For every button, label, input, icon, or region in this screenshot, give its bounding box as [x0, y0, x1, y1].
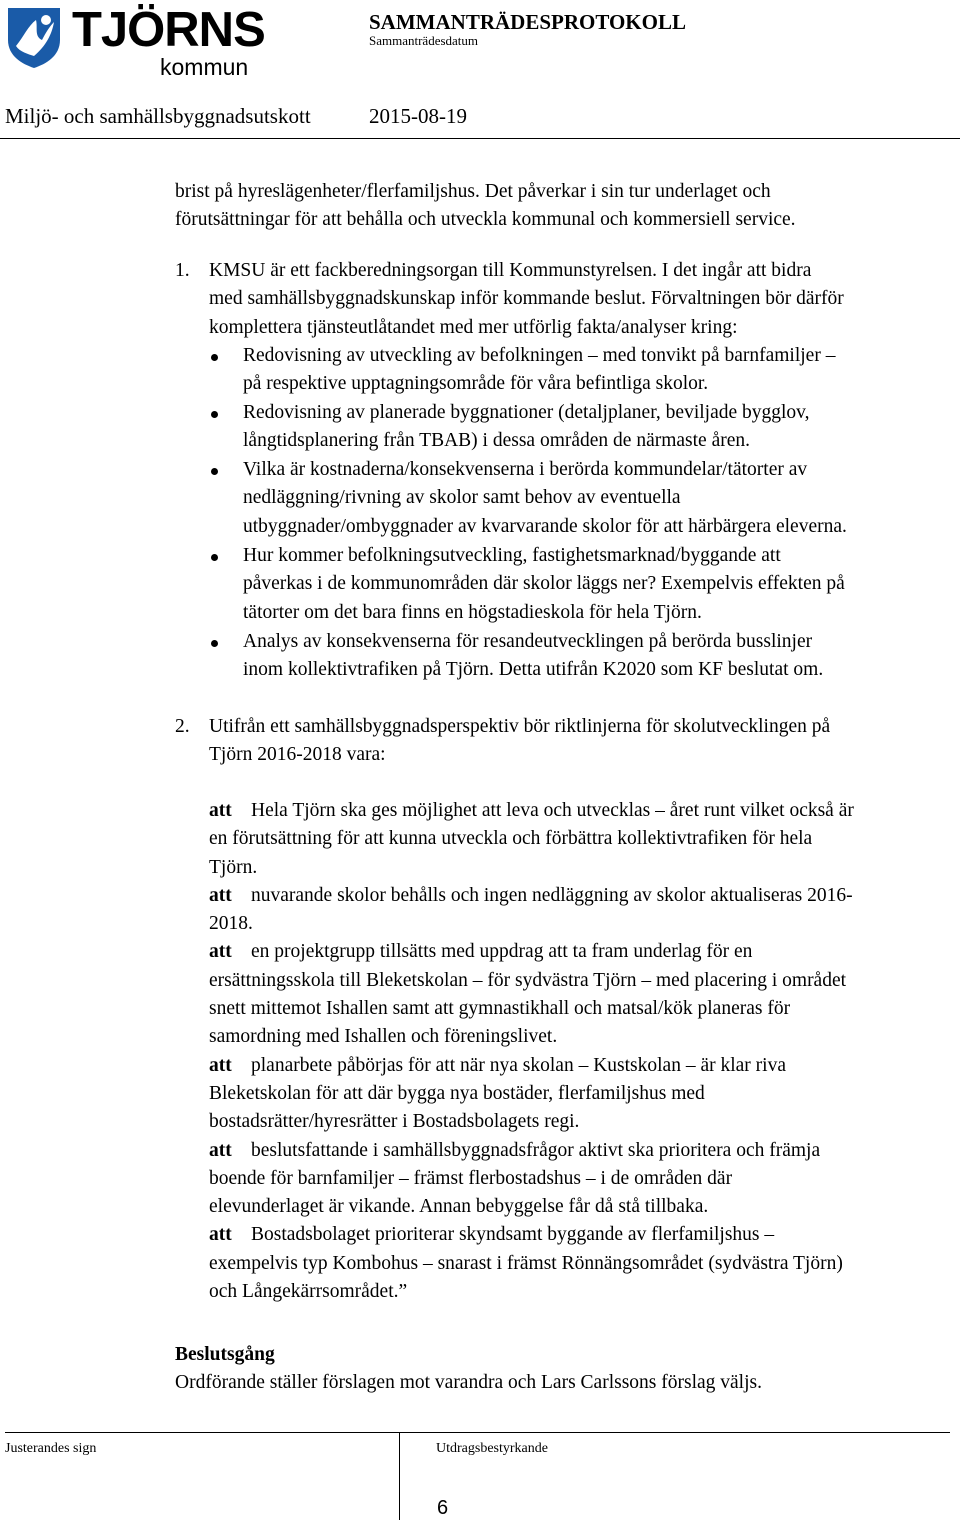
att-item	[209, 938, 959, 1051]
att-label: att	[209, 941, 232, 963]
text-line: nedläggning/rivning av skolor samt behov av eventuella	[243, 487, 681, 509]
municipality-subtitle: kommun	[160, 54, 249, 80]
text-line: att planarbete påbörjas för att när nya skolan – Kustskolan – är klar riva	[209, 1052, 959, 1080]
text-line: Vilka är kostnaderna/konsekvenserna i berörda kommundelar/tätorter av	[243, 459, 808, 480]
document-subtitle: Sammanträdesdatum	[369, 33, 479, 48]
decision-heading: Beslutsgång	[175, 1344, 275, 1365]
text-line: KMSU är ett fackberedningsorgan till Kommunstyrelsen. I det ingår att bidra	[209, 260, 812, 281]
text-line: påverkas i de kommunområden där skolor läggs ner? Exempelvis effekten på	[243, 573, 845, 595]
bullet-icon	[211, 640, 218, 647]
item-number: 2.	[175, 716, 190, 737]
text-line: och Långekärrsområdet.”	[209, 1281, 408, 1303]
text-line: att beslutsfattande i samhällsbyggnadsfrågor aktivt ska prioritera och främja	[209, 1137, 959, 1165]
text-line: samordning med Ishallen och föreningslivet.	[209, 1026, 558, 1048]
bullet-item	[243, 342, 835, 399]
text-line: Tjörn.	[209, 856, 258, 878]
municipality-name: TJÖRNS	[72, 3, 265, 57]
text-line: att Bostadsbolaget prioriterar skyndsamt byggande av flerfamiljshus –	[209, 1221, 959, 1249]
att-item	[209, 1137, 959, 1222]
page-number: 6	[437, 1497, 449, 1519]
item-1-text	[209, 257, 844, 342]
text-line: Utifrån ett samhällsbyggnadsperspektiv bör riktlinjerna för skolutvecklingen på	[209, 716, 831, 737]
att-item	[209, 797, 959, 882]
text-line: Redovisning av utveckling av befolkningen – med tonvikt på barnfamiljer –	[243, 345, 836, 366]
municipality-logo-icon	[6, 6, 62, 70]
bullet-item	[243, 542, 845, 627]
bullet-item	[243, 456, 847, 541]
text-line: att nuvarande skolor behålls och ingen nedläggning av skolor aktualiseras 2016-	[209, 882, 959, 910]
text-line: med samhällsbyggnadskunskap inför kommande beslut. Förvaltningen bör därför	[209, 288, 844, 310]
text-line: elevunderlaget är vikande. Annan bebyggelse får då stå tillbaka.	[209, 1196, 709, 1218]
committee-name: Miljö- och samhällsbyggnadsutskott	[5, 104, 311, 128]
bullet-icon	[211, 468, 218, 475]
text-line: Bleketskolan för att där bygga nya bostäder, flerfamiljshus med	[209, 1082, 705, 1104]
text-line: tätorter om det bara finns en högstadieskola för hela Tjörn.	[243, 601, 702, 623]
text-line: långtidsplanering från TBAB) i dessa områden de närmaste åren.	[243, 430, 751, 452]
text-line: Redovisning av planerade byggnationer (detaljplaner, beviljade bygglov,	[243, 402, 810, 423]
att-label: att	[209, 1054, 232, 1076]
att-item	[209, 882, 959, 939]
meeting-date: 2015-08-19	[369, 104, 467, 128]
att-item	[209, 1052, 959, 1137]
text-line: en förutsättning för att kunna utveckla och förbättra kollektivtrafiken för hela	[209, 828, 813, 850]
footer-column-divider	[399, 1432, 400, 1520]
att-item	[209, 1221, 959, 1306]
bullet-item	[243, 399, 810, 456]
header-divider	[0, 138, 960, 139]
att-clauses	[209, 797, 959, 1306]
att-label: att	[209, 884, 232, 906]
decision-text: Ordförande ställer förslagen mot varandra och Lars Carlssons förslag väljs.	[175, 1372, 762, 1393]
document-title: SAMMANTRÄDESPROTOKOLL	[369, 10, 686, 34]
text-line: inom kollektivtrafiken på Tjörn. Detta utifrån K2020 som KF beslutat om.	[243, 659, 824, 681]
att-label: att	[209, 800, 232, 821]
text-line: bostadsrätter/hyresrätter i Bostadsbolagets regi.	[209, 1111, 580, 1133]
text-line: utbyggnader/ombyggnader av kvarvarande skolor för att härbärgera eleverna.	[243, 515, 847, 537]
text-line: ersättningsskola till Bleketskolan – för sydvästra Tjörn – med placering i området	[209, 969, 847, 991]
bullet-icon	[211, 554, 218, 561]
certification-label: Utdragsbestyrkande	[436, 1441, 548, 1456]
text-line: Analys av konsekvenserna för resandeutvecklingen på berörda busslinjer	[243, 631, 813, 652]
item-2-text	[209, 713, 830, 770]
text-line: 2018.	[209, 913, 253, 935]
footer-divider	[5, 1432, 950, 1433]
text-line: exempelvis typ Kombohus – snarast i främst Rönnängsområdet (sydvästra Tjörn)	[209, 1252, 843, 1274]
bullet-icon	[211, 354, 218, 361]
att-label: att	[209, 1139, 232, 1161]
intro-paragraph	[175, 178, 796, 235]
text-line: förutsättningar för att behålla och utveckla kommunal och kommersiell service.	[175, 209, 796, 231]
text-line: boende för barnfamiljer – främst flerbostadshus – i de områden där	[209, 1167, 733, 1189]
item-number: 1.	[175, 260, 190, 281]
bullet-icon	[211, 411, 218, 418]
att-label: att	[209, 1224, 232, 1246]
text-line: brist på hyreslägenheter/flerfamiljshus. Det påverkar i sin tur underlaget och	[175, 181, 771, 202]
text-line: Tjörn 2016-2018 vara:	[209, 744, 386, 766]
bullet-item	[243, 628, 823, 685]
text-line: att Hela Tjörn ska ges möjlighet att leva och utvecklas – året runt vilket också är	[209, 797, 959, 825]
text-line: komplettera tjänsteutlåtandet med mer utförlig fakta/analyser kring:	[209, 316, 738, 338]
text-line: på respektive upptagningsområde för våra befintliga skolor.	[243, 373, 709, 395]
text-line: att en projektgrupp tillsätts med uppdrag att ta fram underlag för en	[209, 938, 959, 966]
signature-label: Justerandes sign	[5, 1441, 97, 1456]
text-line: snett mittemot Ishallen samt att gymnastikhall och matsal/kök planeras för	[209, 998, 791, 1020]
text-line: Hur kommer befolkningsutveckling, fastighetsmarknad/byggande att	[243, 545, 781, 566]
